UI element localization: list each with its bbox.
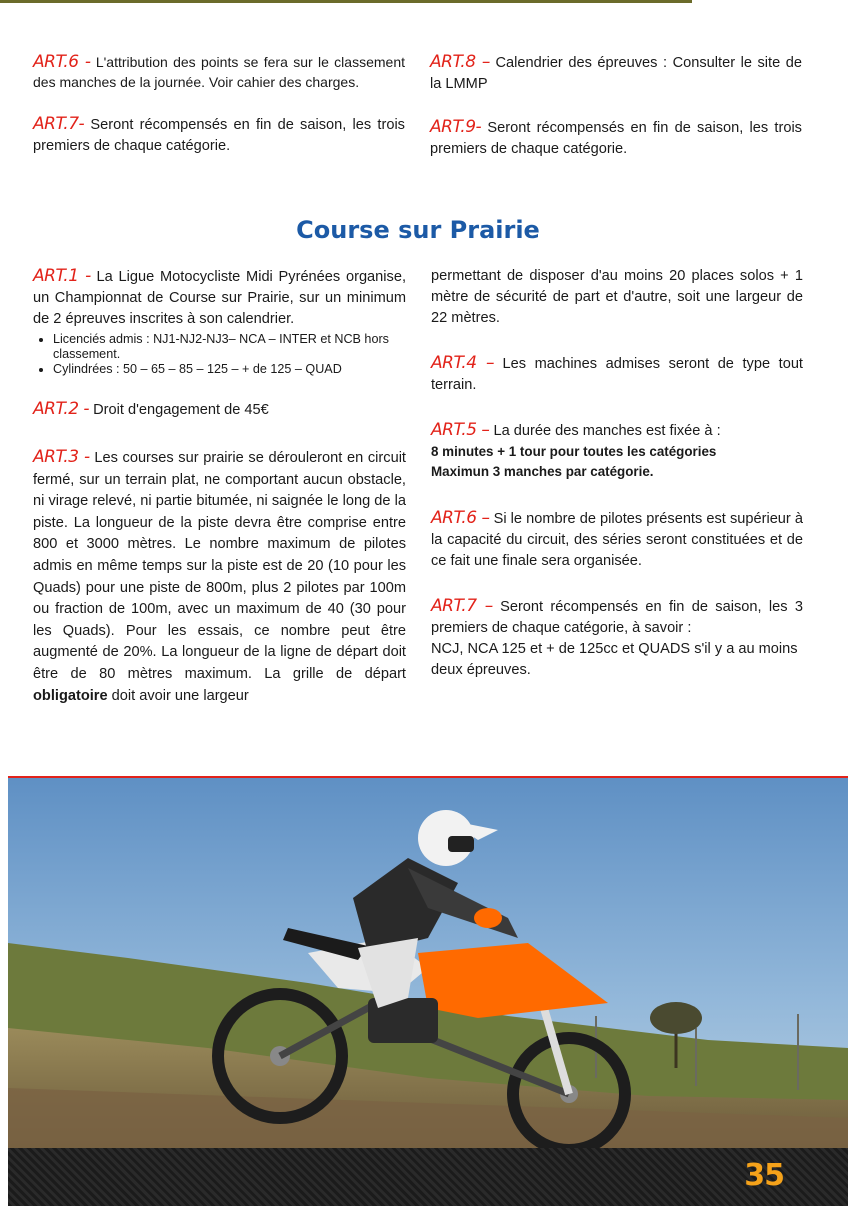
article-6 <box>431 508 803 572</box>
main-right-column <box>431 266 803 703</box>
page-number: 35 <box>744 1158 784 1193</box>
article-text: doit avoir une largeur <box>111 687 249 704</box>
article-4 <box>431 353 803 396</box>
bullet-item: • Licenciés admis : NJ1-NJ2-NJ3– NCA – INTER et NCB hors classement. <box>53 332 406 362</box>
article-text: Les machines admises seront de type tout terrain. <box>431 356 803 393</box>
article-text: Seront récompensés en fin de saison, les trois premiers de chaque catégorie. <box>33 117 405 154</box>
motocross-photo <box>8 776 848 1150</box>
section-title: Course sur Prairie <box>296 216 540 244</box>
top-right-column <box>430 52 802 182</box>
motocross-illustration <box>8 778 848 1150</box>
article-8-top <box>430 52 802 95</box>
main-left-column <box>33 266 406 729</box>
article-emphasis: 8 minutes + 1 tour pour toutes les catégories <box>431 444 717 459</box>
bullet-list <box>33 332 406 377</box>
article-3 <box>33 447 406 707</box>
article-emphasis: Maximun 3 manches par catégorie. <box>431 464 654 479</box>
article-label: ART.6 - <box>33 52 91 72</box>
article-text: La durée des manches est fixée à : <box>493 423 721 439</box>
article-3-continued: permettant de disposer d'au moins 20 places solos + 1 mètre de sécurité de part et d'autre, soit une largeur de 22 mètres. <box>431 268 803 326</box>
article-label: ART.6 – <box>431 508 490 528</box>
article-6-top <box>33 52 405 92</box>
article-text: Seront récompensés en fin de saison, les trois premiers de chaque catégorie. <box>430 120 802 157</box>
article-emphasis: obligatoire <box>33 687 108 704</box>
bullet-item: • Cylindrées : 50 – 65 – 85 – 125 – + de 125 – QUAD <box>53 362 406 377</box>
article-5 <box>431 420 803 482</box>
article-label: ART.1 - <box>33 266 91 286</box>
article-7-top <box>33 114 405 157</box>
top-left-column <box>33 52 405 179</box>
article-label: ART.7- <box>33 114 85 134</box>
page-footer <box>8 1148 848 1206</box>
article-label: ART.3 - <box>33 447 90 467</box>
article-text: NCJ, NCA 125 et + de 125cc et QUADS s'il y a au moins deux épreuves. <box>431 641 798 678</box>
article-label: ART.8 – <box>430 52 490 72</box>
article-label: ART.7 – <box>431 596 493 616</box>
article-7 <box>431 596 803 681</box>
article-label: ART.5 – <box>431 420 490 440</box>
article-text: Les courses sur prairie se dérouleront en circuit fermé, sur un terrain plat, ne comportant aucun obstacle, ni virage relevé, ni partie bitumée, ni saignée le long de la piste. La longueur de la piste devra être comprise entre 800 et 3000 mètres. Le nombre maximum de pilotes admis en même temps sur la piste est de 20 (10 pour les Quads) pour une piste de 800m, plus 2 pilotes par 100m ou fraction de 100m, avec un maximum de 40 (30 pour les Quads). Pour les essais, ce nombre peut être augmenté de 20%. La longueur de la ligne de départ doit être de 80 mètres maximum. La grille de départ <box>33 450 406 682</box>
article-text: La Ligue Motocycliste Midi Pyrénées organise, un Championnat de Course sur Prairie, sur un minimum de 2 épreuves inscrites à son calendrier. <box>33 269 406 327</box>
article-text: L'attribution des points se fera sur le classement des manches de la journée. Voir cahier des charges. <box>33 54 405 90</box>
article-text: Si le nombre de pilotes présents est supérieur à la capacité du circuit, des séries seront constituées et de ce fait une finale sera organisée. <box>431 511 804 569</box>
article-text: Seront récompensés en fin de saison, les 3 premiers de chaque catégorie, à savoir : <box>431 599 803 636</box>
article-9-top <box>430 117 802 160</box>
article-label: ART.9- <box>430 117 482 137</box>
top-rule <box>0 0 692 3</box>
article-text: Calendrier des épreuves : Consulter le site de la LMMP <box>430 55 802 92</box>
article-label: ART.4 – <box>431 353 494 373</box>
article-1 <box>33 266 406 377</box>
article-text: Droit d'engagement de 45€ <box>93 402 269 418</box>
article-label: ART.2 - <box>33 399 90 419</box>
article-2 <box>33 399 406 421</box>
